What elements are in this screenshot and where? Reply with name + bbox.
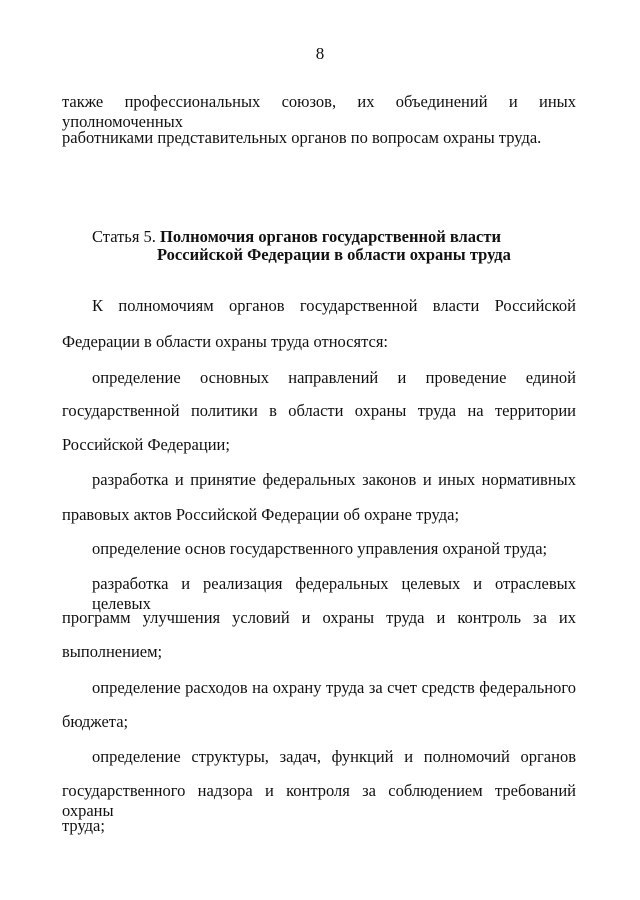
- paragraph-7-line-3: труда;: [62, 816, 105, 835]
- paragraph-1-line-1: К полномочиям органов государственной власти Российской: [92, 296, 576, 315]
- paragraph-7-line-1: определение структуры, задач, функций и полномочий органов: [92, 747, 576, 766]
- article-title-part-1: Полномочия органов государственной власти: [160, 227, 501, 246]
- paragraph-2-line-2: государственной политики в области охраны труда на территории: [62, 401, 576, 420]
- article-number: Статья 5.: [92, 227, 156, 246]
- article-heading-line-1: [92, 227, 501, 247]
- paragraph-1-line-2: Федерации в области охраны труда относятся:: [62, 332, 389, 351]
- page-number: 8: [315, 44, 325, 63]
- paragraph-5-line-2: программ улучшения условий и охраны труда и контроль за их: [62, 608, 576, 627]
- paragraph-6-line-1: определение расходов на охрану труда за счет средств федерального: [92, 678, 576, 697]
- paragraph-2-line-3: Российской Федерации;: [62, 435, 230, 454]
- paragraph-2-line-1: определение основных направлений и проведение единой: [92, 368, 576, 387]
- paragraph-3-line-2: правовых актов Российской Федерации об охране труда;: [62, 505, 460, 524]
- paragraph-5-line-3: выполнением;: [62, 642, 163, 661]
- paragraph-4-line-1: определение основ государственного управления охраной труда;: [92, 539, 548, 558]
- intro-line-2: работниками представительных органов по вопросам охраны труда.: [62, 128, 542, 147]
- paragraph-7-line-2: государственного надзора и контроля за соблюдением требований охраны: [62, 781, 576, 820]
- paragraph-5-line-1: разработка и реализация федеральных целевых и отраслевых целевых: [92, 574, 576, 613]
- paragraph-6-line-2: бюджета;: [62, 712, 129, 731]
- article-title-part-2: Российской Федерации в области охраны труда: [157, 245, 511, 264]
- paragraph-3-line-1: разработка и принятие федеральных законов и иных нормативных: [92, 470, 576, 489]
- intro-line-1: также профессиональных союзов, их объединений и иных уполномоченных: [62, 92, 576, 131]
